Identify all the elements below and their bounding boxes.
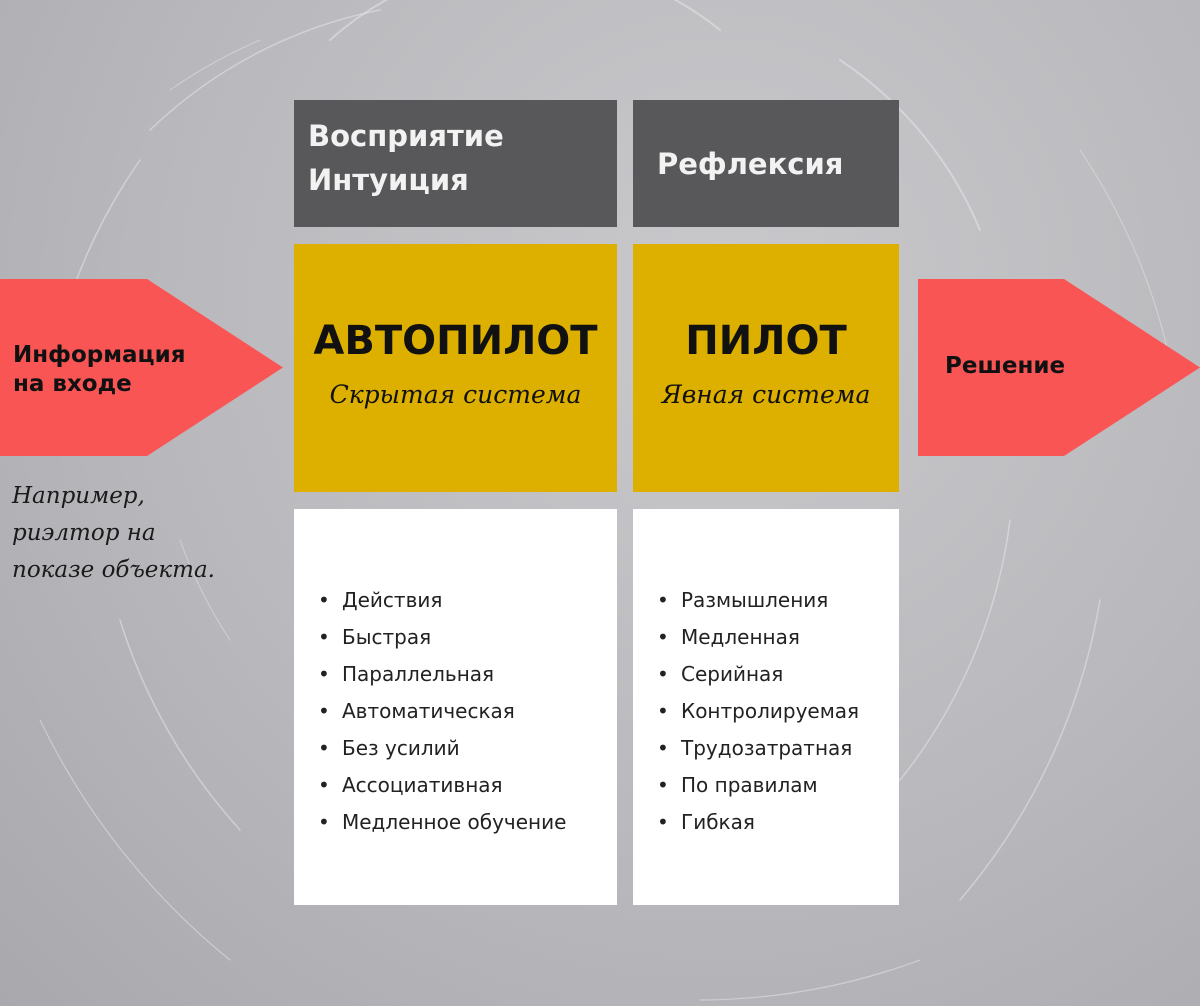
autopilot-box <box>294 244 617 492</box>
pilot-traits-panel <box>633 509 899 905</box>
pilot-subtitle: Явная система <box>661 380 871 409</box>
header-right-text: Рефлексия <box>657 146 844 181</box>
list-item: • Контролируемая <box>655 693 859 730</box>
list-item: • По правилам <box>655 767 859 804</box>
pilot-traits-list <box>655 582 859 841</box>
list-item: • Без усилий <box>316 730 566 767</box>
header-left-line2: Интуиция <box>308 163 469 197</box>
pilot-title: ПИЛОТ <box>685 318 847 364</box>
list-item: • Ассоциативная <box>316 767 566 804</box>
list-item: • Параллельная <box>316 656 566 693</box>
header-left-line1: Восприятие <box>308 119 504 153</box>
note-line1: Например, <box>12 483 145 509</box>
perception-intuition-header <box>294 100 617 227</box>
input-arrow-line2: на входе <box>13 371 132 397</box>
note-line3: показе объекта. <box>12 557 215 583</box>
autopilot-title: АВТОПИЛОТ <box>313 318 598 364</box>
reflection-header <box>633 100 899 227</box>
list-item: • Быстрая <box>316 619 566 656</box>
autopilot-traits-list <box>316 582 566 841</box>
list-item: • Трудозатратная <box>655 730 859 767</box>
list-item: • Действия <box>316 582 566 619</box>
list-item: • Размышления <box>655 582 859 619</box>
list-item: • Медленное обучение <box>316 804 566 841</box>
list-item: • Серийная <box>655 656 859 693</box>
list-item: • Гибкая <box>655 804 859 841</box>
autopilot-traits-panel <box>294 509 617 905</box>
autopilot-subtitle: Скрытая система <box>329 380 582 409</box>
example-note <box>12 478 215 589</box>
pilot-box <box>633 244 899 492</box>
output-arrow-label: Решение <box>945 353 1066 379</box>
note-line2: риэлтор на <box>12 520 156 546</box>
list-item: • Медленная <box>655 619 859 656</box>
list-item: • Автоматическая <box>316 693 566 730</box>
input-arrow-label <box>13 341 185 399</box>
input-arrow-line1: Информация <box>13 342 186 368</box>
